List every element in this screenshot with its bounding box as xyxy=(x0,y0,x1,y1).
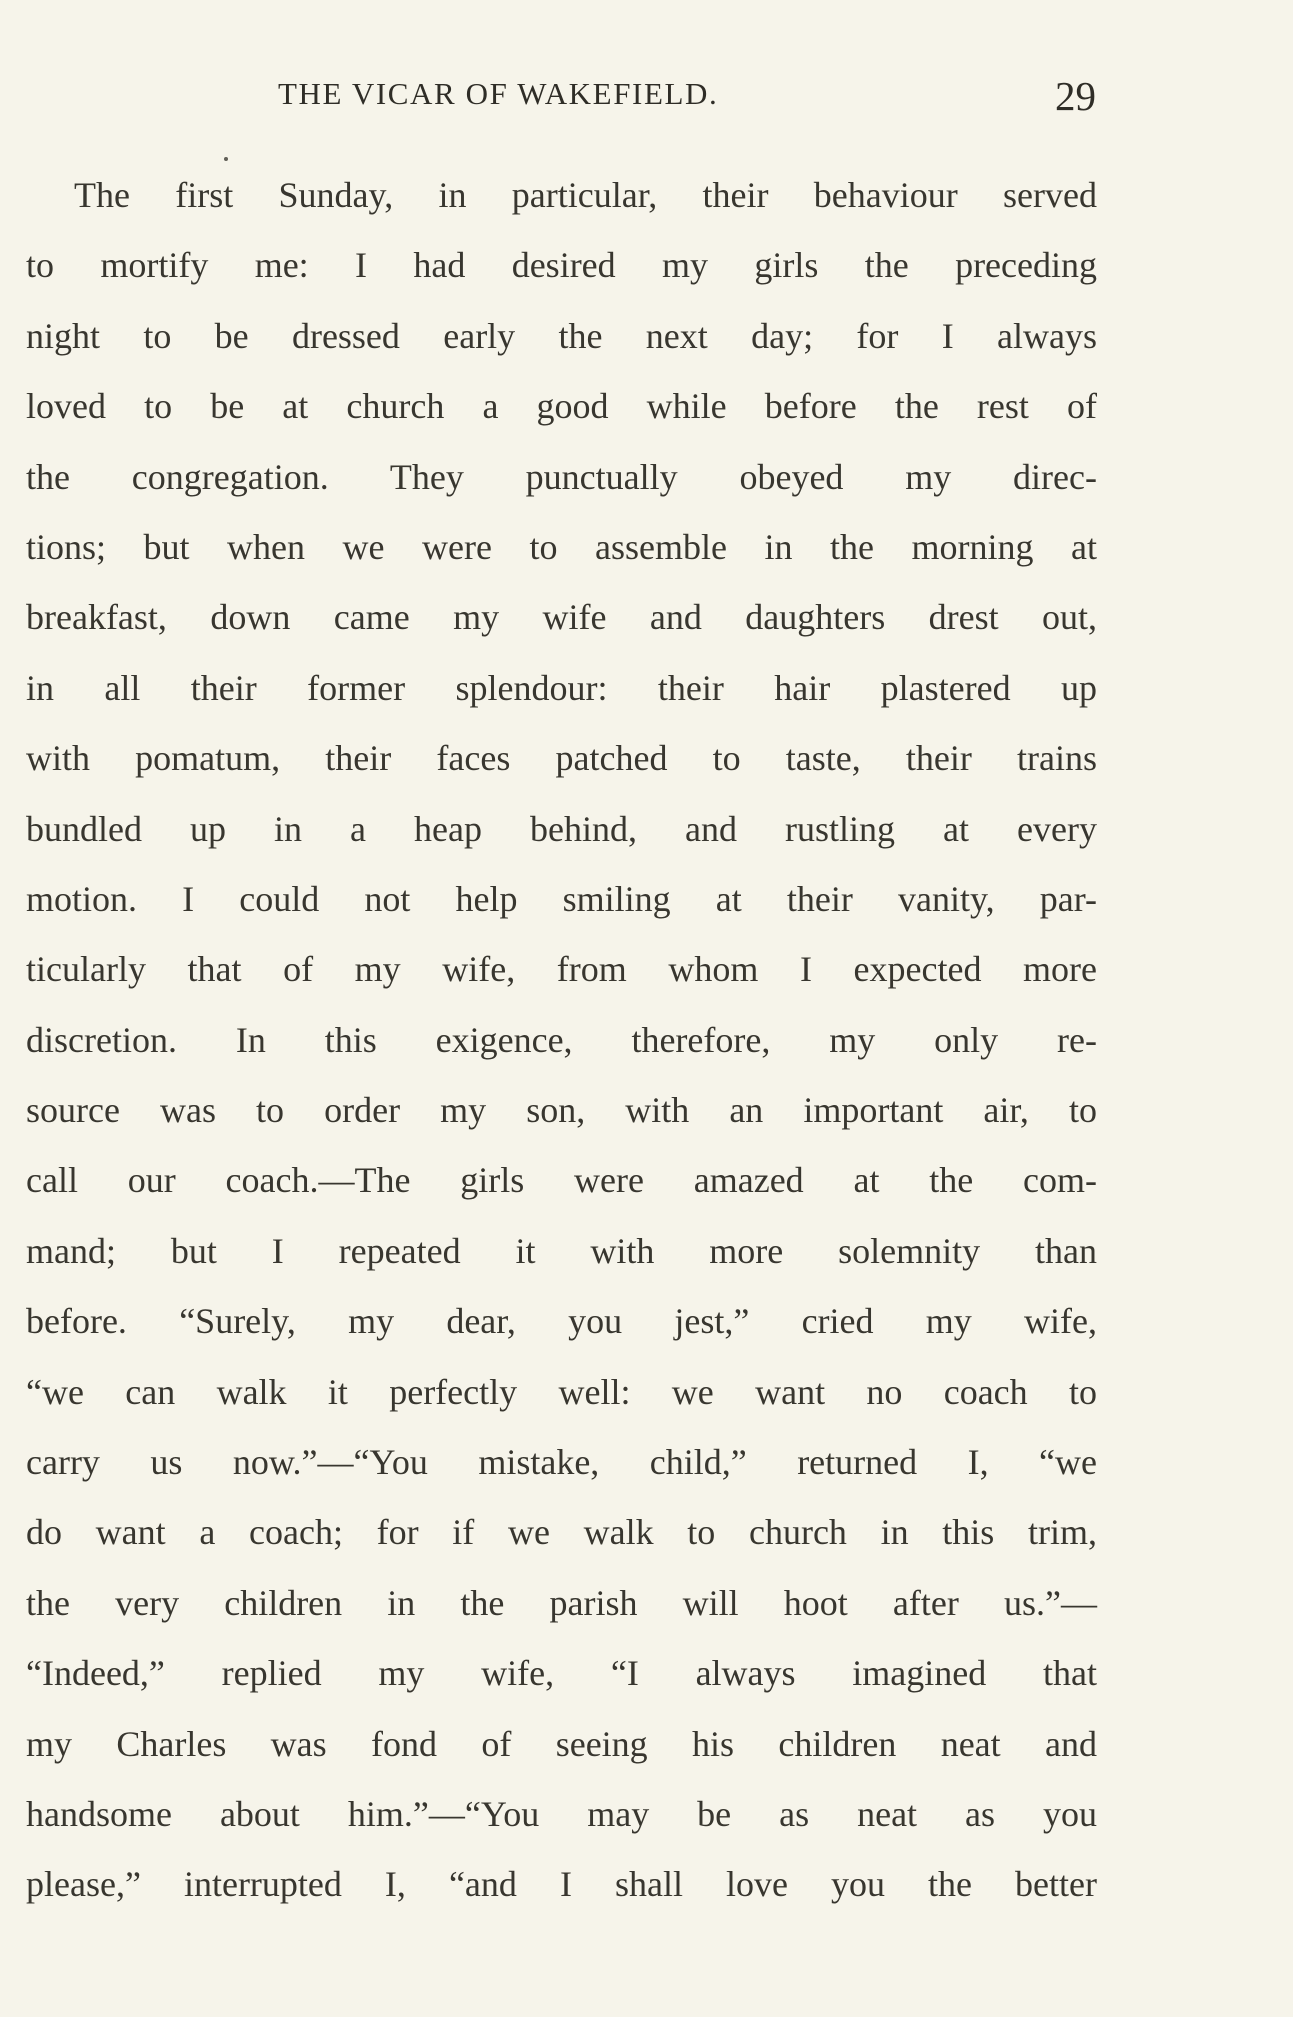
running-head xyxy=(0,72,1293,122)
running-title: THE VICAR OF WAKEFIELD. xyxy=(278,76,719,111)
text-line: “we can walk it perfectly well: we want no coach to xyxy=(26,1371,1097,1412)
text-line: ticularly that of my wife, from whom I expected more xyxy=(26,949,1097,990)
text-line: in all their former splendour: their hair plastered up xyxy=(26,667,1097,708)
text-line: with pomatum, their faces patched to taste, their trains xyxy=(26,738,1097,779)
text-line: do want a coach; for if we walk to church in this trim, xyxy=(26,1512,1097,1553)
text-line: bundled up in a heap behind, and rustling at every xyxy=(26,808,1097,849)
text-line: please,” interrupted I, “and I shall love you the better xyxy=(26,1864,1097,1905)
text-line: breakfast, down came my wife and daughters drest out, xyxy=(26,597,1097,638)
text-line: the very children in the parish will hoot after us.”— xyxy=(26,1582,1097,1623)
page-number: 29 xyxy=(1055,73,1096,119)
text-line: call our coach.—The girls were amazed at the com- xyxy=(26,1160,1097,1201)
text-line: handsome about him.”—“You may be as neat as you xyxy=(26,1793,1097,1834)
text-line: loved to be at church a good while before the rest of xyxy=(26,386,1097,427)
body-text xyxy=(26,160,1097,1920)
text-line: source was to order my son, with an important air, to xyxy=(26,1090,1097,1131)
text-line: carry us now.”—“You mistake, child,” returned I, “we xyxy=(26,1442,1097,1483)
text-line: my Charles was fond of seeing his children neat and xyxy=(26,1723,1097,1764)
text-line: tions; but when we were to assemble in the morning at xyxy=(26,526,1097,567)
text-line: motion. I could not help smiling at their vanity, par- xyxy=(26,878,1097,919)
text-line: the congregation. They punctually obeyed my direc- xyxy=(26,456,1097,497)
text-line: night to be dressed early the next day; for I always xyxy=(26,315,1097,356)
text-line: The first Sunday, in particular, their behaviour served xyxy=(74,175,1097,215)
text-line: “Indeed,” replied my wife, “I always imagined that xyxy=(26,1653,1097,1694)
text-line: to mortify me: I had desired my girls the preceding xyxy=(26,245,1097,286)
text-line: before. “Surely, my dear, you jest,” cried my wife, xyxy=(26,1301,1097,1342)
text-line: mand; but I repeated it with more solemnity than xyxy=(26,1230,1097,1271)
text-line: discretion. In this exigence, therefore, my only re- xyxy=(26,1019,1097,1060)
